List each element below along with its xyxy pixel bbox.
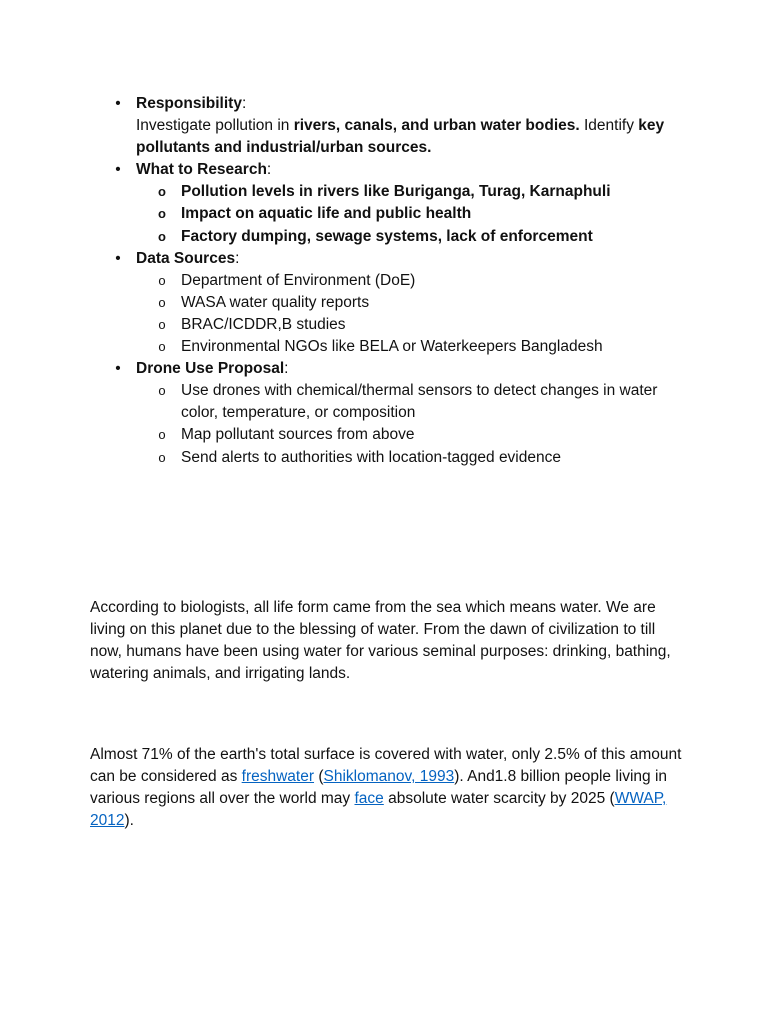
wwap-citation-link[interactable]: WWAP, 2012 — [90, 790, 667, 830]
face-link[interactable]: face — [354, 790, 384, 808]
sub-bullet-icon: o — [158, 383, 166, 399]
paragraph-2-text-3: ). And1.8 billion people living in various regions all over the world may — [90, 768, 668, 808]
data-sources-label: Data Sources — [136, 249, 236, 267]
data-source-text: BRAC/ICDDR,B studies — [181, 315, 346, 333]
list-item — [136, 292, 682, 314]
bullet-icon: • — [115, 249, 121, 267]
list-item-drone-use-proposal — [0, 358, 768, 468]
list-item — [136, 203, 682, 225]
drone-use-proposal-colon: : — [284, 360, 289, 378]
paragraph-biologists: According to biologists, all life form came from the sea which means water. We are living on this planet due to the blessing of water. From the dawn of civilization to till now, humans have been using water for various seminal purposes: drinking, bathing, watering animals, and irrigating lands. — [90, 599, 671, 683]
drone-item-text: Map pollutant sources from above — [181, 426, 415, 444]
sub-bullet-icon: o — [158, 184, 166, 200]
bullet-icon: • — [115, 360, 121, 378]
list-item — [136, 424, 682, 446]
sub-bullet-icon: o — [158, 339, 166, 355]
data-sources-sublist — [136, 270, 682, 358]
list-item — [136, 447, 682, 469]
sub-bullet-icon: o — [158, 449, 166, 465]
list-item-responsibility — [0, 93, 768, 159]
responsibility-bold-2: key pollutants and industrial/urban sources. — [136, 117, 665, 157]
responsibility-label: Responsibility — [136, 95, 242, 112]
data-source-text: WASA water quality reports — [181, 293, 370, 311]
sub-bullet-icon: o — [158, 427, 166, 443]
paragraph-freshwater — [90, 744, 690, 832]
responsibility-bold-1: rivers, canals, and urban water bodies. — [293, 117, 580, 135]
responsibility-text-1: Investigate pollution in — [136, 117, 294, 135]
data-source-text: Department of Environment (DoE) — [181, 271, 416, 289]
sub-bullet-icon: o — [158, 294, 166, 310]
research-bullet-list — [0, 93, 768, 469]
what-to-research-label: What to Research — [136, 161, 267, 179]
list-item-what-to-research — [0, 159, 768, 247]
list-item-data-sources — [0, 248, 768, 358]
paragraph-2-text-2: ( — [314, 768, 324, 786]
list-item — [136, 270, 682, 292]
list-item — [136, 314, 682, 336]
research-item-text: Factory dumping, sewage systems, lack of enforcement — [181, 227, 593, 245]
research-item-text: Pollution levels in rivers like Buriganga, Turag, Karnaphuli — [181, 183, 611, 201]
drone-item-text: Send alerts to authorities with location-tagged evidence — [181, 448, 561, 466]
list-item — [136, 380, 682, 424]
paragraph-2-text-5: ). — [124, 812, 134, 830]
list-item — [136, 336, 682, 358]
bullet-icon: • — [115, 161, 121, 179]
what-to-research-colon: : — [266, 161, 272, 179]
shiklomanov-citation-link[interactable]: Shiklomanov, 1993 — [323, 768, 455, 786]
freshwater-link[interactable]: freshwater — [241, 768, 315, 786]
responsibility-colon: : — [241, 95, 247, 112]
what-to-research-sublist — [136, 181, 682, 247]
paragraph-2-text-1: Almost 71% of the earth's total surface is covered with water, only 2.5% of this amount can be considered as — [90, 746, 682, 786]
list-item — [136, 181, 682, 203]
responsibility-text-2: Identify — [579, 117, 639, 135]
research-item-text: Impact on aquatic life and public health — [181, 205, 472, 223]
bullet-icon: • — [115, 95, 121, 112]
sub-bullet-icon: o — [158, 228, 166, 244]
data-sources-colon: : — [235, 249, 240, 267]
sub-bullet-icon: o — [158, 206, 166, 222]
paragraph-2-text-4: absolute water scarcity by 2025 ( — [383, 790, 615, 808]
drone-item-text: Use drones with chemical/thermal sensors to detect changes in water color, temperature, or composition — [181, 382, 658, 422]
sub-bullet-icon: o — [158, 272, 166, 288]
list-item — [136, 226, 682, 248]
drone-use-proposal-label: Drone Use Proposal — [136, 360, 285, 378]
drone-use-proposal-sublist — [136, 380, 682, 468]
data-source-text: Environmental NGOs like BELA or Waterkeepers Bangladesh — [181, 338, 603, 356]
sub-bullet-icon: o — [158, 316, 166, 332]
